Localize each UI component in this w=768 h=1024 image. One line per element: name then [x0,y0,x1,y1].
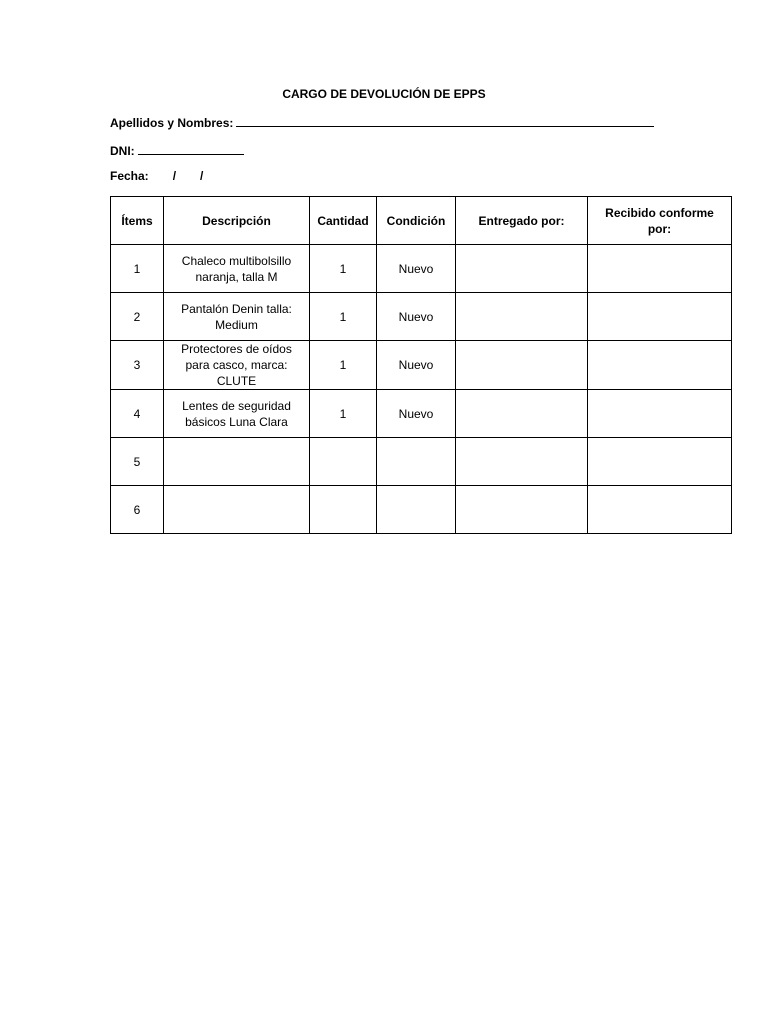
header-description: Descripción [164,197,310,245]
cell-received-by[interactable] [588,293,732,341]
cell-delivered-by[interactable] [456,245,588,293]
cell-condition: Nuevo [377,390,456,438]
table-header-row [111,197,732,245]
cell-quantity[interactable] [310,486,377,534]
cell-condition[interactable] [377,486,456,534]
table-row [111,390,732,438]
cell-condition: Nuevo [377,245,456,293]
cell-quantity: 1 [310,245,377,293]
cell-delivered-by[interactable] [456,341,588,390]
cell-received-by[interactable] [588,245,732,293]
cell-item: 3 [111,341,164,390]
cell-condition: Nuevo [377,341,456,390]
date-field [110,169,203,183]
header-quantity: Cantidad [310,197,377,245]
cell-condition: Nuevo [377,293,456,341]
epps-table [110,196,732,534]
cell-quantity: 1 [310,390,377,438]
header-items: Ítems [111,197,164,245]
cell-received-by[interactable] [588,486,732,534]
names-blank-line[interactable] [236,114,654,127]
cell-delivered-by[interactable] [456,293,588,341]
cell-received-by[interactable] [588,438,732,486]
header-delivered-by: Entregado por: [456,197,588,245]
dni-field [110,142,244,158]
cell-item: 4 [111,390,164,438]
date-separator-2: / [200,169,204,183]
table-row [111,486,732,534]
cell-quantity: 1 [310,341,377,390]
cell-quantity: 1 [310,293,377,341]
table-row [111,341,732,390]
cell-description: Chaleco multibolsillo naranja, talla M [164,245,310,293]
cell-delivered-by[interactable] [456,390,588,438]
table-row [111,293,732,341]
cell-condition[interactable] [377,438,456,486]
cell-item: 6 [111,486,164,534]
header-received-by: Recibido conforme por: [588,197,732,245]
table-row [111,245,732,293]
table-row [111,438,732,486]
dni-label: DNI: [110,144,135,158]
cell-received-by[interactable] [588,341,732,390]
cell-received-by[interactable] [588,390,732,438]
cell-item: 1 [111,245,164,293]
cell-delivered-by[interactable] [456,438,588,486]
header-condition: Condición [377,197,456,245]
names-field [110,114,654,130]
cell-description: Protectores de oídos para casco, marca: CLUTE [164,341,310,390]
cell-description[interactable] [164,438,310,486]
cell-quantity[interactable] [310,438,377,486]
cell-delivered-by[interactable] [456,486,588,534]
names-label: Apellidos y Nombres: [110,116,234,130]
cell-description: Pantalón Denin talla: Medium [164,293,310,341]
dni-blank-line[interactable] [138,142,244,155]
cell-item: 2 [111,293,164,341]
date-separator-1: / [172,169,177,183]
cell-description: Lentes de seguridad básicos Luna Clara [164,390,310,438]
cell-description[interactable] [164,486,310,534]
date-label: Fecha: [110,169,149,183]
document-title: CARGO DE DEVOLUCIÓN DE EPPS [282,87,486,101]
cell-item: 5 [111,438,164,486]
